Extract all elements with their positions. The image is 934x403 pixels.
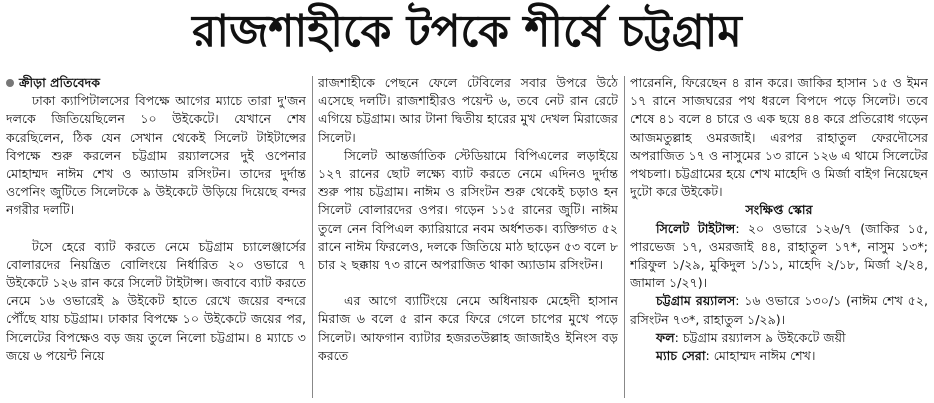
result-label: ফল — [656, 329, 675, 345]
paragraph: সিলেট আন্তর্জাতিক স্টেডিয়ামে বিপিএলের লড়াইয়ে ১২৭ রানের ছোট লক্ষ্যে ব্যাট করতে নেমে এদিনও দুর্দান্ত শুরু পায় চট্টগ্রাম। নাঈম ও রসিংটন শুরু থেকেই চড়াও হন সিলেট বোলারদের ওপর। গড়েন ১১৫ রানের জুটি। নাঈম তুলে নেন বিপিএল ক্যারিয়ারে নবম অর্ধশতক। ব্যক্তিগত ৫২ রানে নাঈম ফিরলেও, দলকে জিতিয়ে মাঠ ছাড়েন ৫৩ বলে ৮ চার ২ ছক্কায় ৭৩ রানে অপরাজিত থাকা অ্যাডাম রসিংটন। — [318, 147, 618, 273]
scorecard-chattogram — [630, 292, 928, 328]
result-text: : চট্টগ্রাম রয়্যালস ৯ উইকেটে জয়ী — [674, 329, 846, 345]
byline-text: ক্রীড়া প্রতিবেদক — [19, 75, 101, 90]
paragraph: এর আগে ব্যাটিংয়ে নেমে অধিনায়ক মেহেদী হাসান মিরাজ ৬ বলে ৫ রান করে ফিরে গেলে চাপের মুখে পড়ে সিলেট। আফগান ব্যাটার হজরতউল্লাহ জাজাইও ইনিংস বড় করতে — [318, 293, 618, 363]
scorecard-title: সংক্ষিপ্ত স্কোর — [745, 202, 813, 218]
paragraph: রাজশাহীকে পেছনে ফেলে টেবিলের সবার উপরে উঠে এসেছে দলটি। রাজশাহীরও পয়েন্ট ৬, তবে নেট রান রেটে এগিয়ে চট্টগ্রাম। আর টানা দ্বিতীয় হারের মুখ দেখল মিরাজের সিলেট। — [318, 75, 618, 145]
mom-label: ম্যাচ সেরা — [656, 348, 706, 364]
byline — [6, 74, 306, 92]
headline: রাজশাহীকে টপকে শীর্ষে চট্টগ্রাম — [192, 5, 742, 57]
column-divider — [312, 76, 313, 398]
man-of-the-match — [630, 347, 928, 365]
scorecard-sylhet — [630, 220, 928, 293]
result — [630, 329, 928, 347]
article-column-3 — [630, 74, 928, 400]
paragraph: পারেননি, ফিরেছেন ৪ রান করে। জাকির হাসান ১৫ ও ইমন ১৭ রানে সাজঘরের পথ ধরলে বিপদে পড়ে সিলেট। তবে শেষে ৪১ বলে ৪ চারে ও এক ছয়ে ৪৪ করে প্রতিরোধ গড়েন আজমতুল্লাহ ওমরজাই। এরপর রাহাতুল ফেরদৌসের অপরাজিত ১৭ ও নাসুমের ১৩ রানে ১২৬ এ থামে সিলেটের পথচলা। চট্টগ্রামের হয়ে শেখ মাহেদি ও মির্জা বাইগ নিয়েছেন দুটো করে উইকেট। — [630, 75, 928, 200]
team-label: সিলেট টাইটান্স — [656, 220, 736, 236]
team-score: : ২০ ওভারে ১২৬/৭ (জাকির ১৫, পারভেজ ১৭, ওমরজাই ৪৪, রাহাতুল ১৭*, নাসুম ১৩*; শরিফুল ১/২৯, মুকিদুল ১/১১, মাহেদি ২/১৮, মির্জা ২/২৪, জামাল ১/২৭)। — [630, 220, 928, 291]
article-column-2 — [318, 74, 618, 400]
team-score: : ১৬ ওভারে ১৩০/১ (নাঈম শেখ ৫২, রসিংটন ৭৩*, রাহাতুল ১/২৯)। — [630, 293, 928, 327]
bullet-icon — [6, 79, 14, 87]
paragraph: টসে হেরে ব্যাট করতে নেমে চট্টগ্রাম চ্যালেঞ্জার্সের বোলারদের নিয়ন্ত্রিত বোলিংয়ে নির্ধারিত ২০ ওভারে ৭ উইকেটে ১২৬ রান করে সিলেট টাইটান্স। জবাবে ব্যাট করতে নেমে ১৬ ওভারেই ৯ উইকেট হাতে রেখে জয়ের বন্দরে পৌঁছে যায় চট্টগ্রাম। ঢাকার বিপক্ষে ১০ উইকেটে জয়ের পর, সিলেটের বিপক্ষেও বড় জয় তুলে নিলো চট্টগ্রাম। ৪ ম্যাচে ৩ জয়ে ৬ পয়েন্ট নিয়ে — [6, 238, 306, 363]
team-label: চট্টগ্রাম রয়্যালস — [656, 293, 736, 309]
column-divider — [624, 76, 625, 398]
paragraph: ঢাকা ক্যাপিটালসের বিপক্ষে আগের ম্যাচে তারা দু'জন দলকে জিতিয়েছিলেন ১০ উইকেটে। যেখানে শেষ করেছিলেন, ঠিক যেন সেখান থেকেই সিলেট টাইটান্সের বিপক্ষে শুরু করলেন চট্টগ্রাম রয়্যালসের দুই ওপেনার মোহাম্মদ নাঈম শেখ ও অ্যাডাম রসিংটন। তাদের দুর্দান্ত ওপেনিং জুটিতে সিলেটকে ৯ উইকেটে উড়িয়ে দিয়েছে বন্দর নগরীর দলটি। — [6, 93, 306, 218]
mom-text: : মোহাম্মদ নাঈম শেখ। — [705, 348, 816, 364]
article-column-1 — [6, 74, 306, 400]
